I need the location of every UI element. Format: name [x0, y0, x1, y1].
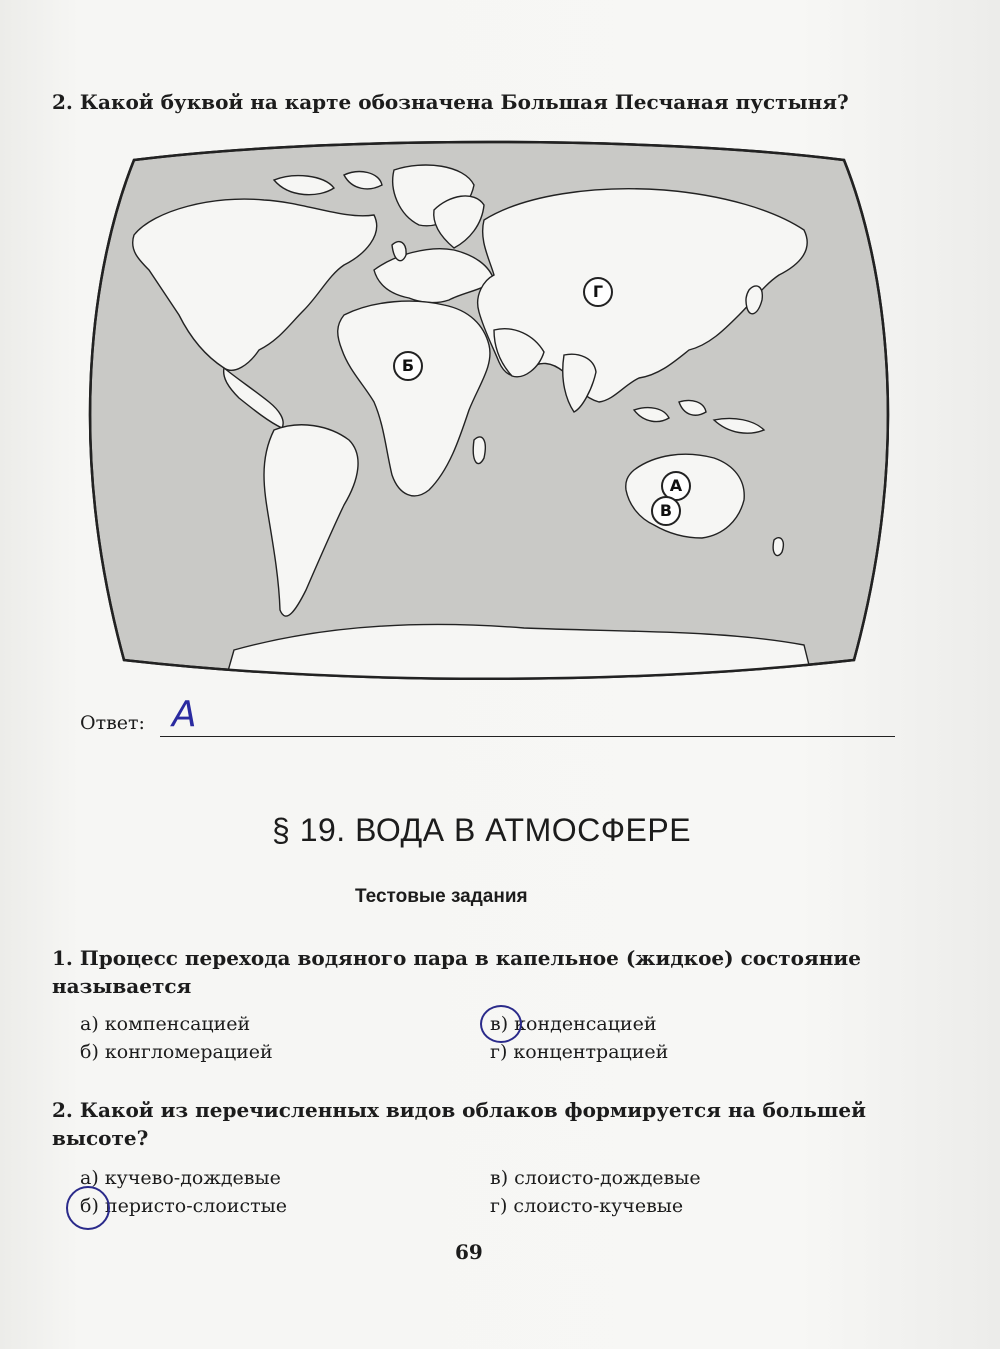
world-map: [74, 140, 904, 685]
q2-option-v[interactable]: [490, 1164, 701, 1192]
answer-handwritten: А: [172, 694, 197, 735]
option-text: слоисто-кучевые: [513, 1195, 684, 1217]
map-marker-a: А: [661, 471, 691, 501]
option-text: конденсацией: [514, 1013, 657, 1035]
map-marker-v: В: [651, 496, 681, 526]
option-letter: а): [80, 1167, 99, 1189]
answer-line[interactable]: [160, 736, 895, 737]
option-text: кучево-дождевые: [104, 1167, 281, 1189]
question-2: [52, 1096, 932, 1152]
option-letter: б): [80, 1195, 99, 1217]
option-text: конгломерацией: [104, 1041, 273, 1063]
answer-label: Ответ:: [80, 712, 145, 734]
map-question: [52, 88, 932, 116]
question-1: [52, 944, 932, 1000]
q1-option-b[interactable]: [80, 1038, 273, 1066]
q2-option-g[interactable]: [490, 1192, 683, 1220]
section-title: § 19. ВОДА В АТМОСФЕРЕ: [272, 812, 692, 848]
option-letter: г): [490, 1041, 508, 1063]
question-2-text: Какой из перечисленных видов облаков формируется на большей высоте?: [52, 1098, 866, 1150]
page-number: 69: [455, 1240, 483, 1264]
q1-option-g[interactable]: [490, 1038, 668, 1066]
option-letter: г): [490, 1195, 508, 1217]
section-subtitle: Тестовые задания: [355, 886, 528, 907]
option-text: концентрацией: [513, 1041, 669, 1063]
option-letter: а): [80, 1013, 99, 1035]
world-map-graphic: [74, 140, 904, 685]
q1-option-a[interactable]: [80, 1010, 250, 1038]
question-1-number: 1.: [52, 946, 73, 970]
question-2-number: 2.: [52, 1098, 73, 1122]
option-text: слоисто-дождевые: [514, 1167, 701, 1189]
option-text: компенсацией: [104, 1013, 251, 1035]
map-question-text: Какой буквой на карте обозначена Большая Песчаная пустыня?: [79, 90, 849, 114]
map-question-number: 2.: [52, 90, 73, 114]
option-text: перисто-слоистые: [104, 1195, 287, 1217]
option-letter: в): [490, 1013, 509, 1035]
q2-option-a[interactable]: [80, 1164, 281, 1192]
question-1-text: Процесс перехода водяного пара в капельное (жидкое) состояние называется: [52, 946, 861, 998]
option-letter: б): [80, 1041, 99, 1063]
option-letter: в): [490, 1167, 509, 1189]
map-marker-g: Г: [583, 277, 613, 307]
q2-selected-circle: [66, 1186, 110, 1230]
q2-option-b[interactable]: [80, 1192, 287, 1220]
map-marker-b: Б: [393, 351, 423, 381]
